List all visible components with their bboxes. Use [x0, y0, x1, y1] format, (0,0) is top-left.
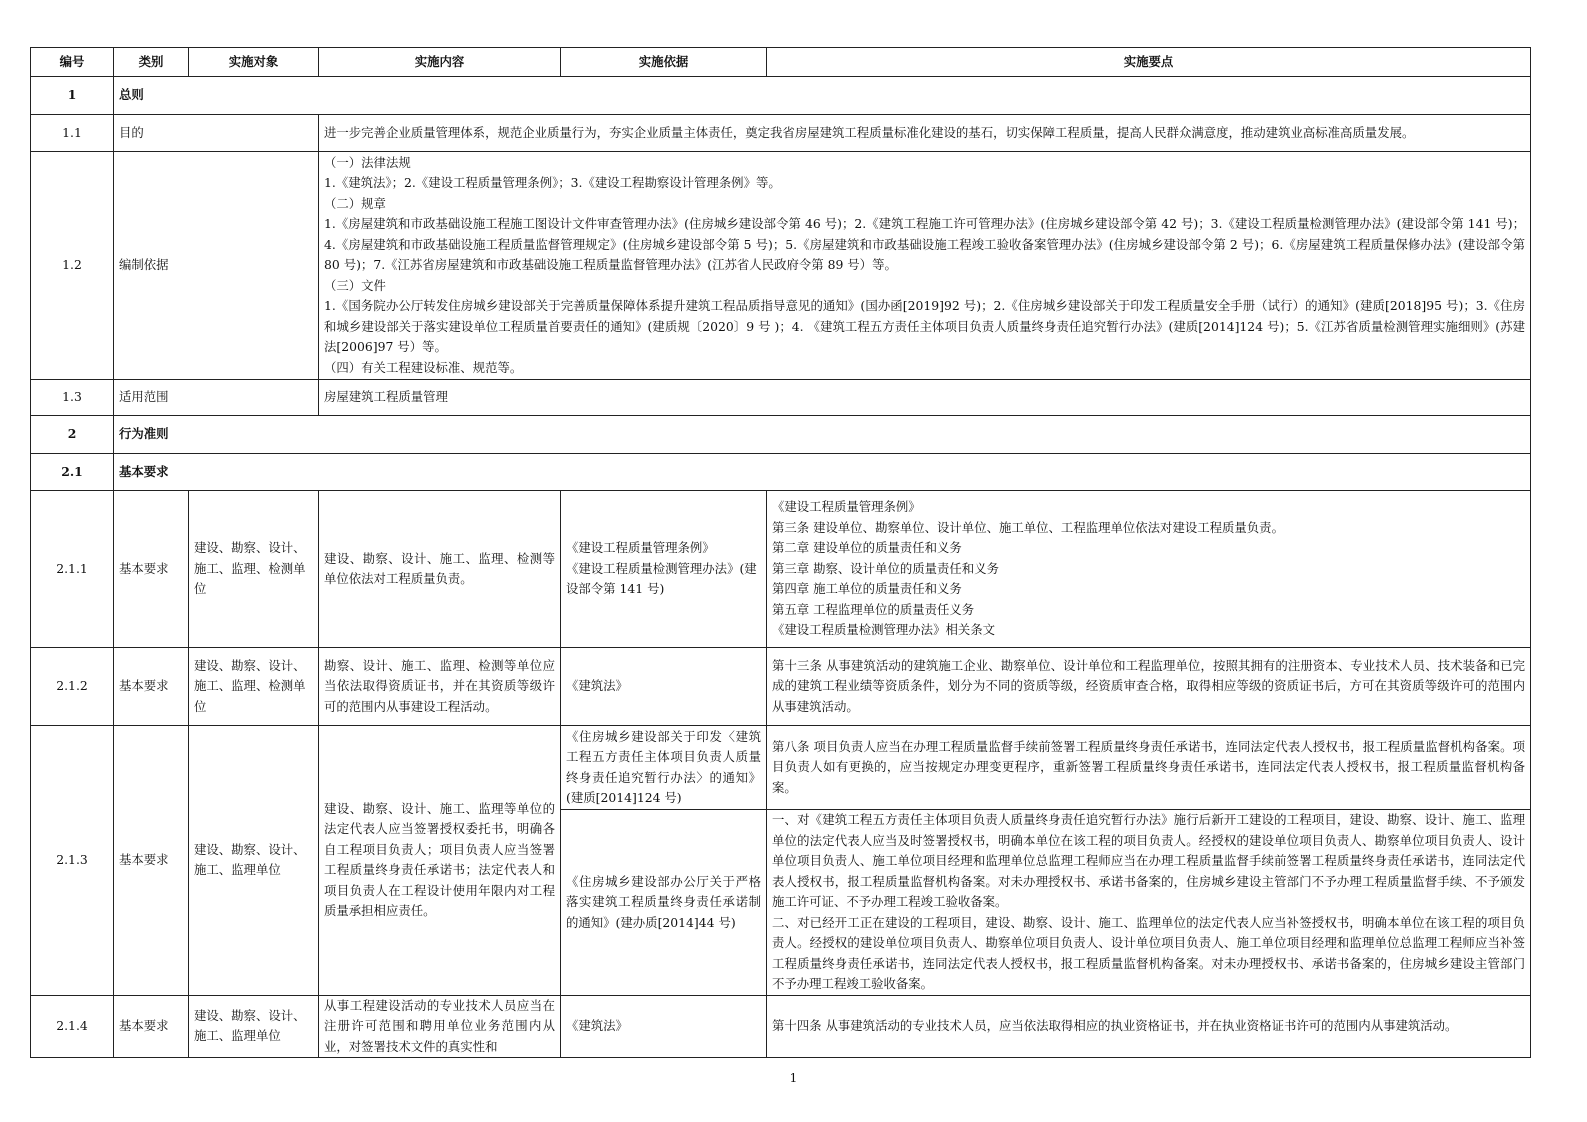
row-content: 勘察、设计、施工、监理、检测等单位应当依法取得资质证书，并在其资质等级许可的范围内从事建设工程活动。 — [319, 648, 561, 726]
row-number: 2 — [31, 416, 114, 454]
row-category: 目的 — [114, 115, 319, 152]
row-category: 基本要求 — [114, 995, 189, 1058]
row-target: 建设、勘察、设计、施工、监理单位 — [189, 995, 319, 1058]
row-category: 基本要求 — [114, 726, 189, 996]
row-basis: 《建筑法》 — [561, 648, 767, 726]
row-content: 建设、勘察、设计、施工、监理、检测等单位依法对工程质量负责。 — [319, 491, 561, 648]
row-number: 2.1 — [31, 454, 114, 491]
row-target: 建设、勘察、设计、施工、监理单位 — [189, 726, 319, 996]
row-target: 建设、勘察、设计、施工、监理、检测单位 — [189, 491, 319, 648]
row-content: 进一步完善企业质量管理体系，规范企业质量行为，夯实企业质量主体责任，奠定我省房屋建筑工程质量标准化建设的基石，切实保障工程质量，提高人民群众满意度，推动建筑业高标准高质量发展。 — [319, 115, 1531, 152]
page-number: 1 — [789, 1071, 798, 1085]
row-category: 基本要求 — [114, 491, 189, 648]
row-number: 2.1.3 — [31, 726, 114, 996]
row-number: 1.1 — [31, 115, 114, 152]
header-target: 实施对象 — [189, 48, 319, 77]
row-points: 第十四条 从事建筑活动的专业技术人员，应当依法取得相应的执业资格证书，并在执业资格证书许可的范围内从事建筑活动。 — [767, 995, 1531, 1058]
section-title: 行为准则 — [114, 416, 1531, 454]
standards-table — [30, 47, 1531, 1058]
table-row — [31, 380, 1531, 416]
table-row — [31, 416, 1531, 454]
row-number: 1 — [31, 77, 114, 115]
row-number: 2.1.4 — [31, 995, 114, 1058]
row-basis: 《建设工程质量管理条例》 《建设工程质量检测管理办法》(建设部令第 141 号) — [561, 491, 767, 648]
row-content: 房屋建筑工程质量管理 — [319, 380, 1531, 416]
row-basis: 《住房城乡建设部办公厅关于严格落实建筑工程质量终身责任承诺制的通知》(建办质[2014]44 号) — [561, 810, 767, 996]
header-category: 类别 — [114, 48, 189, 77]
header-basis: 实施依据 — [561, 48, 767, 77]
row-category: 适用范围 — [114, 380, 319, 416]
row-number: 1.3 — [31, 380, 114, 416]
table-row — [31, 115, 1531, 152]
row-points: 《建设工程质量管理条例》 第三条 建设单位、勘察单位、设计单位、施工单位、工程监理单位依法对建设工程质量负责。 第二章 建设单位的质量责任和义务 第三章 勘察、设计单位的质量责任和义务 第四章 施工单位的质量责任和义务 第五章 工程监理单位的质量责任义务 《建设工程质量检测管理办法》相关条文 — [767, 491, 1531, 648]
table-row — [31, 648, 1531, 726]
table-row — [31, 491, 1531, 648]
row-category: 基本要求 — [114, 648, 189, 726]
table-row — [31, 77, 1531, 115]
row-basis: 《住房城乡建设部关于印发〈建筑工程五方责任主体项目负责人质量终身责任追究暂行办法〉的通知》(建质[2014]124 号) — [561, 726, 767, 810]
row-points: 一、对《建筑工程五方责任主体项目负责人质量终身责任追究暂行办法》施行后新开工建设的工程项目，建设、勘察、设计、施工、监理单位的法定代表人应当及时签署授权书，明确本单位在该工程的项目负责人。经授权的建设单位项目负责人、勘察单位项目负责人、设计单位项目负责人、施工单位项目经理和监理单位总监理工程师应当在办理工程质量监督手续前签署工程质量终身责任承诺书，连同法定代表人授权书，报工程质量监督机构备案。对未办理授权书、承诺书备案的，住房城乡建设主管部门不予办理工程质量监督手续、不予颁发施工许可证、不予办理工程竣工验收备案。 二、对已经开工正在建设的工程项目，建设、勘察、设计、施工、监理单位的法定代表人应当补签授权书，明确本单位在该工程的项目负责人。经授权的建设单位项目负责人、勘察单位项目负责人、设计单位项目负责人、施工单位项目经理和监理单位总监理工程师应当补签工程质量终身责任承诺书，连同法定代表人授权书，报工程质量监督机构备案。对未办理授权书、承诺书备案的，住房城乡建设主管部门不予办理工程竣工验收备案。 — [767, 810, 1531, 996]
table-row — [31, 454, 1531, 491]
row-number: 2.1.1 — [31, 491, 114, 648]
header-points: 实施要点 — [767, 48, 1531, 77]
row-content: （一）法律法规 1.《建筑法》；2.《建设工程质量管理条例》；3.《建设工程勘察设计管理条例》等。 （二）规章 1.《房屋建筑和市政基础设施工程施工图设计文件审查管理办法》(住房城乡建设部令第 46 号)；2.《建筑工程施工许可管理办法》(住房城乡建设部令第 42 号)；3.《建设工程质量检测管理办法》(建设部令第 141 号)；4.《房屋建筑和市政基础设施工程质量监督管理规定》(住房城乡建设部令第 5 号)；5.《房屋建筑和市政基础设施工程竣工验收备案管理办法》(住房城乡建设部令第 2 号)；6.《房屋建筑工程质量保修办法》(建设部令第 80 号)；7.《江苏省房屋建筑和市政基础设施工程质量监督管理办法》(江苏省人民政府令第 89 号）等。 （三）文件 1.《国务院办公厅转发住房城乡建设部关于完善质量保障体系提升建筑工程品质指导意见的通知》(国办函[2019]92 号)；2.《住房城乡建设部关于印发工程质量安全手册（试行）的通知》(建质[2018]95 号)；3.《住房和城乡建设部关于落实建设单位工程质量首要责任的通知》(建质规〔2020〕9 号 )；4. 《建筑工程五方责任主体项目负责人质量终身责任追究暂行办法》(建质[2014]124 号)；5.《江苏省质量检测管理实施细则》(苏建法[2006]97 号）等。 （四）有关工程建设标准、规范等。 — [319, 152, 1531, 380]
table-row — [31, 995, 1531, 1058]
row-content: 从事工程建设活动的专业技术人员应当在注册许可范围和聘用单位业务范围内从业，对签署技术文件的真实性和 — [319, 995, 561, 1058]
row-target: 建设、勘察、设计、施工、监理、检测单位 — [189, 648, 319, 726]
row-content: 建设、勘察、设计、施工、监理等单位的法定代表人应当签署授权委托书，明确各自工程项目负责人；项目负责人应当签署工程质量终身责任承诺书；法定代表人和项目负责人在工程设计使用年限内对工程质量承担相应责任。 — [319, 726, 561, 996]
section-title: 基本要求 — [114, 454, 1531, 491]
row-points: 第十三条 从事建筑活动的建筑施工企业、勘察单位、设计单位和工程监理单位，按照其拥有的注册资本、专业技术人员、技术装备和已完成的建筑工程业绩等资质条件，划分为不同的资质等级，经资质审查合格，取得相应等级的资质证书后，方可在其资质等级许可的范围内从事建筑活动。 — [767, 648, 1531, 726]
row-points: 第八条 项目负责人应当在办理工程质量监督手续前签署工程质量终身责任承诺书，连同法定代表人授权书，报工程质量监督机构备案。项目负责人如有更换的，应当按规定办理变更程序，重新签署工程质量终身责任承诺书，连同法定代表人授权书，报工程质量监督机构备案。 — [767, 726, 1531, 810]
row-number: 1.2 — [31, 152, 114, 380]
header-content: 实施内容 — [319, 48, 561, 77]
table-row — [31, 152, 1531, 380]
table-row — [31, 726, 1531, 810]
row-category: 编制依据 — [114, 152, 319, 380]
row-number: 2.1.2 — [31, 648, 114, 726]
section-title: 总则 — [114, 77, 1531, 115]
table-header-row — [31, 48, 1531, 77]
row-basis: 《建筑法》 — [561, 995, 767, 1058]
header-no: 编号 — [31, 48, 114, 77]
